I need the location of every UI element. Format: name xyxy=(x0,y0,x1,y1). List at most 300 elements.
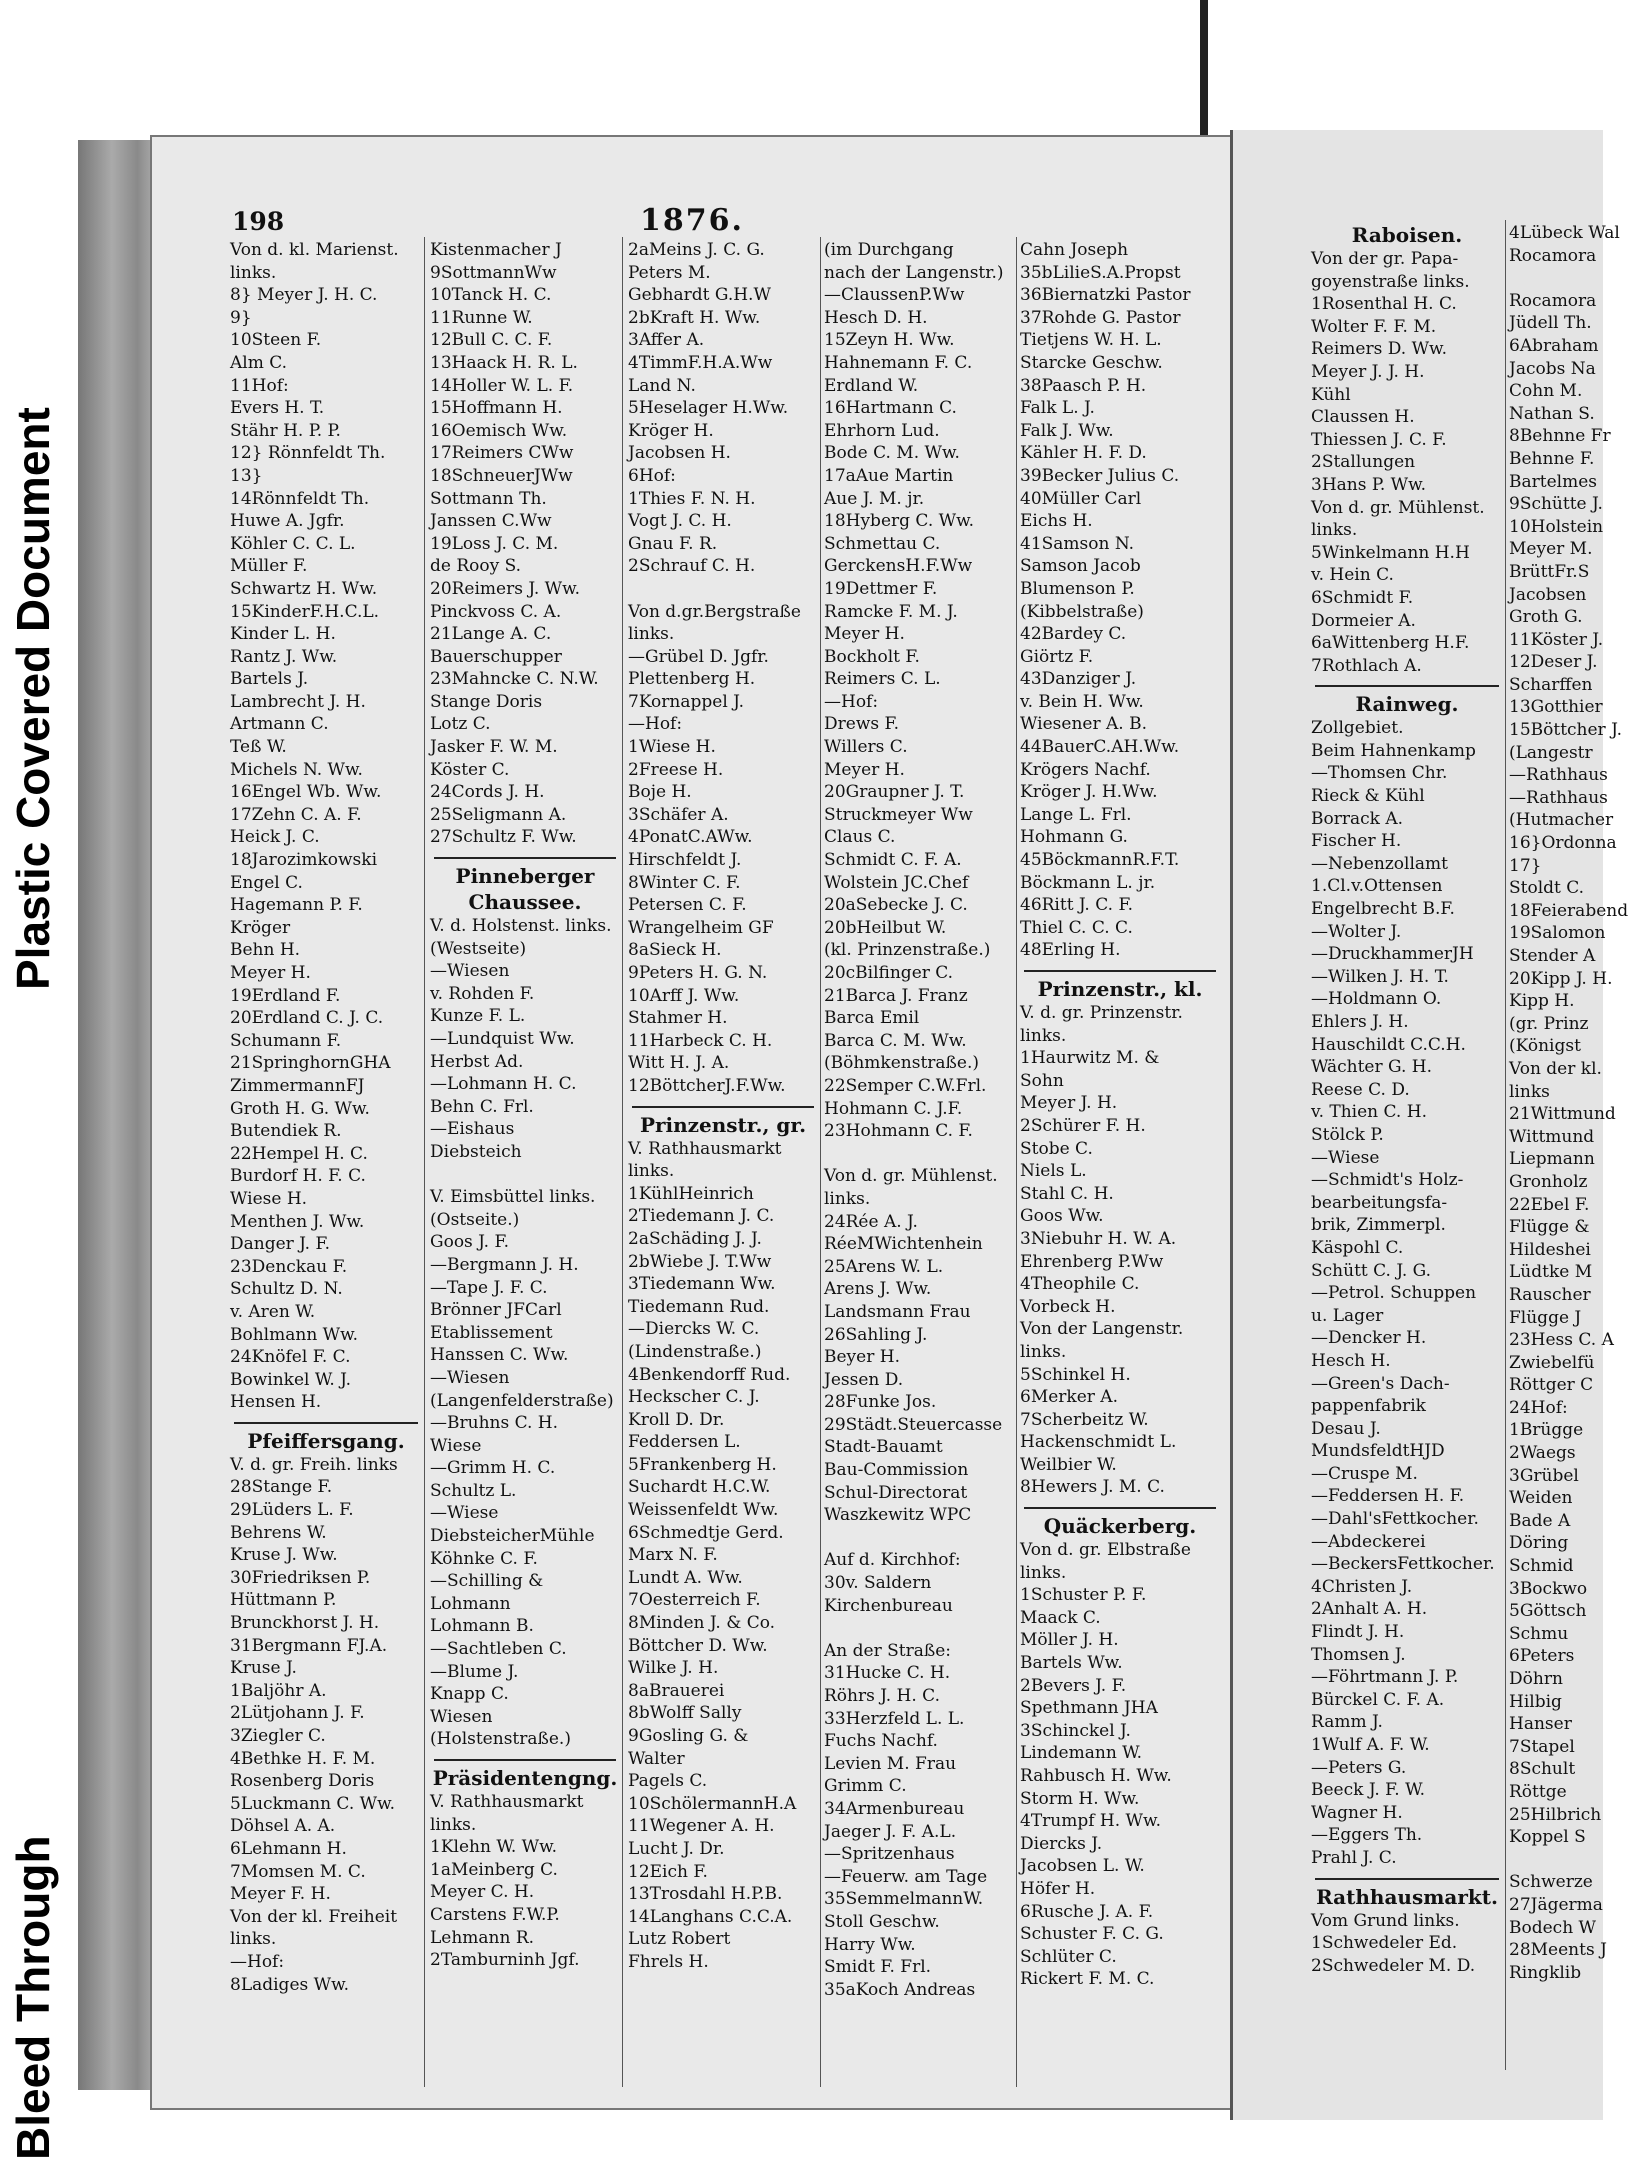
directory-entry: 30v. Saldern xyxy=(824,1573,932,1594)
directory-entry: Stähr H. P. P. xyxy=(230,420,341,441)
directory-entry: Prahl J. C. xyxy=(1311,1847,1397,1868)
directory-entry: 4Christen J. xyxy=(1311,1576,1413,1597)
directory-entry: 8aSieck H. xyxy=(628,940,722,961)
directory-entry: 31Hucke C. H. xyxy=(824,1663,951,1684)
directory-entry: Döring xyxy=(1509,1533,1569,1554)
directory-entry: Von d. gr. Elbstraße xyxy=(1020,1540,1191,1561)
directory-entry: 5Heselager H.Ww. xyxy=(628,398,789,419)
directory-entry: Behnne F. xyxy=(1509,448,1595,469)
directory-entry: 23Hess C. A xyxy=(1509,1330,1614,1351)
directory-entry: Von der kl. xyxy=(1509,1058,1602,1079)
directory-entry: 24Rée A. J. xyxy=(824,1211,918,1232)
directory-entry: (im Durchgang xyxy=(824,240,954,260)
directory-entry: Hanssen C. Ww. xyxy=(430,1345,569,1366)
directory-entry: 11Köster J. xyxy=(1509,629,1604,650)
section-rule xyxy=(1024,1499,1216,1509)
directory-entry: Schultz L. xyxy=(430,1480,517,1501)
directory-entry: —DruckhammerJH xyxy=(1311,944,1474,965)
directory-entry: 28Stange F. xyxy=(230,1477,333,1498)
directory-entry: (Ostseite.) xyxy=(430,1209,520,1230)
directory-entry: Lambrecht J. H. xyxy=(230,691,366,712)
directory-entry: (Lindenstraße.) xyxy=(628,1341,762,1362)
directory-entry: Stoll Geschw. xyxy=(824,1911,940,1932)
directory-entry: 8Winter C. F. xyxy=(628,872,741,893)
directory-entry: Behrens W. xyxy=(230,1522,327,1543)
directory-entry: 7Oesterreich F. xyxy=(628,1590,761,1611)
directory-entry: —Tape J. F. C. xyxy=(430,1277,548,1298)
directory-entry: Hackenschmidt L. xyxy=(1020,1432,1177,1453)
directory-entry: 42Bardey C. xyxy=(1020,624,1127,645)
directory-entry: Desau J. xyxy=(1311,1418,1381,1439)
directory-entry: Liepmann xyxy=(1509,1149,1595,1170)
directory-entry: 35aKoch Andreas xyxy=(824,1979,976,2000)
directory-entry: 13} xyxy=(230,465,263,486)
directory-entry: Brönner JFCarl xyxy=(430,1300,562,1321)
directory-entry: 23Mahncke C. N.W. xyxy=(430,669,599,690)
directory-entry: —Eishaus xyxy=(430,1119,515,1140)
directory-entry: Niels L. xyxy=(1020,1161,1087,1182)
directory-entry: Lundt A. Ww. xyxy=(628,1567,743,1588)
directory-entry: Wilke J. H. xyxy=(628,1658,719,1679)
directory-entry: 19Salomon xyxy=(1509,923,1606,944)
directory-entry: Burdorf H. F. C. xyxy=(230,1166,366,1187)
column-5 xyxy=(1020,239,1220,1991)
directory-entry: Von d. gr. Mühlenst. xyxy=(1311,497,1485,518)
directory-entry: Ehlers J. H. xyxy=(1311,1012,1409,1032)
directory-entry: Müller F. xyxy=(230,556,308,577)
directory-entry: Meyer H. xyxy=(824,624,905,645)
directory-entry: Rahbusch H. Ww. xyxy=(1020,1766,1172,1786)
directory-entry: Kröger J. H.Ww. xyxy=(1020,782,1158,803)
directory-entry: —Blume J. xyxy=(430,1661,519,1682)
directory-entry: 2Waegs xyxy=(1509,1443,1576,1464)
directory-entry: Von der gr. Papa- xyxy=(1311,249,1459,269)
directory-entry: —Bruhns C. H. xyxy=(430,1413,559,1434)
directory-entry: 36Biernatzki Pastor xyxy=(1020,285,1191,306)
directory-page xyxy=(150,135,1240,2110)
directory-entry: 2Freese H. xyxy=(628,759,724,780)
bleed-through-label xyxy=(0,1100,70,2180)
directory-entry: Lange L. Frl. xyxy=(1020,804,1132,825)
directory-entry: 22Ebel F. xyxy=(1509,1194,1590,1215)
directory-entry: 20aSebecke J. C. xyxy=(824,895,968,916)
directory-entry: 8Minden J. & Co. xyxy=(628,1613,776,1634)
directory-entry: Claussen H. xyxy=(1311,407,1415,428)
directory-entry: Stobe C. xyxy=(1020,1138,1093,1159)
directory-entry: pappenfabrik xyxy=(1311,1396,1426,1417)
directory-entry: Möller J. H. xyxy=(1020,1630,1119,1651)
directory-entry: —Lohmann H. C. xyxy=(430,1074,577,1095)
directory-entry: 25Hilbrich xyxy=(1509,1804,1602,1825)
directory-entry: 31Bergmann FJ.A. xyxy=(230,1635,388,1656)
directory-entry: —Holdmann O. xyxy=(1311,989,1442,1010)
directory-entry: 24Hof: xyxy=(1509,1397,1568,1418)
directory-entry: Evers H. T. xyxy=(230,398,325,419)
directory-entry: 1aMeinberg C. xyxy=(430,1859,558,1880)
directory-entry: 2Schwedeler M. D. xyxy=(1311,1955,1476,1976)
directory-entry: Blumenson P. xyxy=(1020,578,1135,599)
directory-entry: Hohmann G. xyxy=(1020,827,1128,848)
directory-entry: 10Steen F. xyxy=(230,330,322,351)
directory-entry: Brunckhorst J. H. xyxy=(230,1613,380,1634)
directory-entry: links. xyxy=(1020,1025,1067,1046)
directory-entry: 1Schwedeler Ed. xyxy=(1311,1933,1458,1954)
directory-entry: 1Wiese H. xyxy=(628,737,716,758)
directory-entry: Wiese H. xyxy=(230,1188,308,1209)
directory-entry: Kunze F. L. xyxy=(430,1006,526,1027)
directory-entry: Von d. gr. Mühlenst. xyxy=(824,1166,998,1187)
directory-entry: 30Friedriksen P. xyxy=(230,1567,371,1588)
directory-entry: Köhnke C. F. xyxy=(430,1548,538,1569)
directory-entry: 6Lehmann H. xyxy=(230,1838,347,1859)
directory-entry: 5Schinkel H. xyxy=(1020,1364,1131,1385)
directory-entry: —Wolter J. xyxy=(1311,921,1402,942)
directory-entry: Land N. xyxy=(628,375,696,396)
directory-entry: Wolter F. F. M. xyxy=(1311,316,1437,337)
directory-entry: 12Deser J. xyxy=(1509,652,1598,673)
directory-entry: 3Affer A. xyxy=(628,330,705,351)
directory-entry: v. Thien C. H. xyxy=(1311,1102,1427,1123)
directory-entry: Tietjens W. H. L. xyxy=(1020,330,1162,351)
directory-entry: Jacobsen xyxy=(1509,584,1587,605)
directory-entry: Huwe A. Jgfr. xyxy=(230,511,345,532)
directory-entry: 12BöttcherJ.F.Ww. xyxy=(628,1075,786,1096)
section-rule xyxy=(632,1098,814,1108)
directory-entry: 16Oemisch Ww. xyxy=(430,420,568,441)
directory-entry: 6Rusche J. A. F. xyxy=(1020,1901,1154,1922)
directory-entry: Lüdtke M xyxy=(1509,1262,1593,1283)
directory-entry: Ringklib xyxy=(1509,1962,1582,1983)
directory-entry: —Rathhaus xyxy=(1509,787,1608,808)
directory-entry: Hildeshei xyxy=(1509,1239,1591,1260)
directory-entry: —Dencker H. xyxy=(1311,1328,1427,1349)
directory-entry: Gronholz xyxy=(1509,1171,1588,1192)
directory-entry: Weilbier W. xyxy=(1020,1454,1117,1475)
directory-entry: BrüttFr.S xyxy=(1509,561,1590,582)
directory-entry: V. d. Holstenst. links. xyxy=(430,916,612,937)
column-7 xyxy=(1509,222,1628,1984)
directory-entry: 1.Cl.v.Ottensen xyxy=(1311,876,1443,897)
directory-entry: Thiessen J. C. F. xyxy=(1311,429,1447,450)
directory-entry: Zwiebelfü xyxy=(1509,1352,1595,1373)
directory-entry: —Wiese xyxy=(1311,1147,1380,1168)
column-divider xyxy=(1505,220,1506,2070)
directory-entry xyxy=(824,1527,1014,1550)
directory-entry: V. Eimsbüttel links. xyxy=(430,1187,596,1208)
directory-entry: Schütt C. J. G. xyxy=(1311,1260,1432,1281)
directory-entry: 7Scherbeitz W. xyxy=(1020,1409,1149,1430)
directory-entry: Jaeger J. F. A.L. xyxy=(824,1821,957,1842)
directory-entry: Von der kl. Freiheit xyxy=(230,1906,398,1927)
directory-entry: (Langestr xyxy=(1509,742,1593,763)
directory-entry: Meyer J. J. H. xyxy=(1311,361,1425,382)
directory-entry: V. d. gr. Prinzenstr. xyxy=(1020,1003,1183,1023)
directory-entry: 17aAue Martin xyxy=(824,465,954,486)
directory-entry: Kähler H. F. D. xyxy=(1020,443,1147,464)
directory-entry: 44BauerC.AH.Ww. xyxy=(1020,737,1180,758)
directory-entry: Fhrels H. xyxy=(628,1951,709,1972)
directory-entry: Stölck P. xyxy=(1311,1124,1384,1145)
directory-entry: 3Schäfer A. xyxy=(628,804,729,825)
directory-entry: 18Jarozimkowski xyxy=(230,850,378,871)
directory-entry: 3Hans P. Ww. xyxy=(1311,474,1427,495)
directory-entry: 17} xyxy=(1509,855,1542,876)
directory-entry: 14Rönnfeldt Th. xyxy=(230,488,370,509)
directory-entry: v. Rohden F. xyxy=(430,983,535,1004)
directory-entry: Boje H. xyxy=(628,782,692,803)
directory-entry: 3Tiedemann Ww. xyxy=(628,1274,776,1295)
directory-entry: Cahn Joseph xyxy=(1020,240,1129,260)
directory-entry: 19Loss J. C. M. xyxy=(430,533,559,554)
directory-entry: Kühl xyxy=(1311,384,1351,405)
directory-entry: 29Lüders L. F. xyxy=(230,1500,354,1521)
directory-entry: links. xyxy=(1020,1341,1067,1362)
directory-entry: Kirchenbureau xyxy=(824,1595,953,1616)
directory-entry: 37Rohde G. Pastor xyxy=(1020,307,1181,328)
directory-entry: 27Schultz F. Ww. xyxy=(430,827,577,848)
directory-entry: Drews F. xyxy=(824,714,900,735)
street-heading: Quäckerberg. xyxy=(1043,1514,1197,1539)
directory-entry: Knapp C. xyxy=(430,1684,509,1705)
directory-entry: Wagner H. xyxy=(1311,1802,1403,1823)
street-heading: Pfeiffersgang. xyxy=(247,1428,405,1453)
directory-entry: links. xyxy=(230,1929,277,1950)
directory-entry: 20cBilfinger C. xyxy=(824,963,954,983)
directory-entry: Teß W. xyxy=(230,737,287,758)
directory-entry: (Böhmkenstraße.) xyxy=(824,1053,980,1074)
directory-entry: —BeckersFettkocher. xyxy=(1311,1554,1495,1575)
directory-entry: Pagels C. xyxy=(628,1771,708,1792)
directory-entry: 10Arff J. Ww. xyxy=(628,985,740,1006)
directory-entry: 10Tanck H. C. xyxy=(430,285,552,306)
directory-entry: Reimers C. L. xyxy=(824,669,941,690)
page-year: 1876. xyxy=(640,203,744,238)
directory-entry: 18Feierabend xyxy=(1509,900,1628,921)
directory-entry: links. xyxy=(430,1814,477,1835)
directory-entry: 2Lütjohann J. F. xyxy=(230,1703,365,1724)
directory-entry: Böttcher D. Ww. xyxy=(628,1635,768,1656)
directory-entry: Willers C. xyxy=(824,737,908,758)
directory-entry: Rocamora xyxy=(1509,290,1597,311)
directory-entry: Bodech W xyxy=(1509,1917,1597,1938)
directory-entry: Käspohl C. xyxy=(1311,1237,1404,1258)
directory-entry: Jacobsen H. xyxy=(628,443,731,464)
directory-entry: V. Rathhausmarkt xyxy=(430,1792,584,1812)
directory-entry: Beyer H. xyxy=(824,1347,900,1368)
directory-entry: DiebsteicherMühle xyxy=(430,1526,595,1547)
directory-entry: Ramm J. xyxy=(1311,1712,1383,1733)
directory-entry: Wittmund xyxy=(1509,1126,1595,1147)
directory-entry: 7Momsen M. C. xyxy=(230,1861,366,1882)
directory-entry: —ClaussenP.Ww xyxy=(824,285,965,306)
directory-entry: Spethmann JHA xyxy=(1020,1698,1158,1719)
directory-entry: Wiesener A. B. xyxy=(1020,714,1147,735)
directory-entry: Wiese xyxy=(430,1435,482,1456)
directory-entry: Von d. kl. Marienst. xyxy=(230,240,399,260)
directory-entry: 16}Ordonna xyxy=(1509,833,1617,854)
directory-entry: Kröger xyxy=(230,917,291,938)
directory-entry xyxy=(628,578,818,601)
directory-entry: Rosenberg Doris xyxy=(230,1771,375,1792)
directory-entry: 12Bull C. C. F. xyxy=(430,330,553,351)
directory-entry: Herbst Ad. xyxy=(430,1051,524,1072)
directory-entry: Schmettau C. xyxy=(824,533,941,554)
directory-entry: Schmu xyxy=(1509,1623,1569,1644)
directory-entry: 1Thies F. N. H. xyxy=(628,488,756,509)
directory-entry: —Hof: xyxy=(824,691,879,712)
directory-entry: Kistenmacher J xyxy=(430,240,562,260)
directory-entry: 2bWiebe J. T.Ww xyxy=(628,1251,772,1272)
directory-entry: —Grübel D. Jgfr. xyxy=(628,646,769,667)
directory-entry: 26Sahling J. xyxy=(824,1324,928,1345)
directory-entry: bearbeitungsfa- xyxy=(1311,1192,1448,1213)
directory-entry: Lucht J. Dr. xyxy=(628,1838,725,1859)
directory-entry: Gnau F. R. xyxy=(628,533,718,554)
section-rule xyxy=(1315,677,1499,687)
directory-entry: Smidt F. Frl. xyxy=(824,1957,932,1978)
directory-entry: Hüttmann P. xyxy=(230,1590,337,1611)
directory-entry: Feddersen L. xyxy=(628,1432,741,1453)
directory-entry xyxy=(824,1617,1014,1640)
directory-entry: links xyxy=(1509,1081,1550,1102)
directory-entry: Köhler C. C. L. xyxy=(230,533,356,554)
directory-entry: (Langenfelderstraße) xyxy=(430,1390,614,1411)
directory-entry xyxy=(1509,1849,1609,1872)
directory-entry: Hirschfeldt J. xyxy=(628,850,742,871)
directory-entry: —Peters G. xyxy=(1311,1757,1407,1778)
facing-page xyxy=(1230,130,1628,2120)
directory-entry: Erdland W. xyxy=(824,375,919,396)
directory-entry: 19Dettmer F. xyxy=(824,578,938,599)
directory-entry: 13Gotthier xyxy=(1509,697,1603,718)
directory-entry: links. xyxy=(1311,520,1358,541)
column-divider xyxy=(424,237,425,2087)
directory-entry: V. Rathhausmarkt xyxy=(628,1138,782,1159)
directory-entry: Jessen D. xyxy=(824,1369,904,1390)
directory-entry: 25Arens W. L. xyxy=(824,1256,944,1277)
directory-entry: Rauscher xyxy=(1509,1284,1591,1305)
directory-entry: Sottmann Th. xyxy=(430,488,547,509)
directory-entry: Samson Jacob xyxy=(1020,556,1141,577)
directory-entry: 35SemmelmannW. xyxy=(824,1889,984,1910)
directory-entry: Stange Doris xyxy=(430,691,543,712)
directory-entry: Stahmer H. xyxy=(628,1008,728,1029)
directory-entry: Walter xyxy=(628,1748,685,1769)
directory-entry: 38Paasch P. H. xyxy=(1020,375,1147,396)
directory-entry: 9Peters H. G. N. xyxy=(628,963,768,983)
directory-entry: 9SottmannWw xyxy=(430,262,557,283)
directory-entry: de Rooy S. xyxy=(430,556,522,577)
page-number: 198 xyxy=(232,207,285,236)
directory-entry: Röttge xyxy=(1509,1781,1567,1802)
directory-entry: Marx N. F. xyxy=(628,1545,718,1566)
directory-entry: 34Armenbureau xyxy=(824,1798,965,1819)
directory-entry: (gr. Prinz xyxy=(1509,1013,1589,1034)
directory-entry: Hilbig xyxy=(1509,1691,1562,1712)
directory-entry xyxy=(1509,267,1609,290)
directory-entry: Goos Ww. xyxy=(1020,1206,1104,1227)
directory-entry: Bartels Ww. xyxy=(1020,1653,1123,1674)
directory-entry: Groth H. G. Ww. xyxy=(230,1098,370,1119)
directory-entry: Bade A xyxy=(1509,1510,1571,1531)
directory-entry: 9} xyxy=(230,307,252,328)
directory-entry: 1KühlHeinrich xyxy=(628,1183,754,1204)
directory-entry: —Schmidt's Holz- xyxy=(1311,1170,1464,1191)
directory-entry: 4PonatC.AWw. xyxy=(628,827,753,848)
directory-entry: Böckmann L. jr. xyxy=(1020,872,1156,893)
directory-entry: Lutz Robert xyxy=(628,1929,731,1950)
directory-entry: Groth G. xyxy=(1509,607,1583,628)
directory-entry: 16Hartmann C. xyxy=(824,398,957,419)
directory-entry: —Sachtleben C. xyxy=(430,1639,567,1660)
directory-entry: Fischer H. xyxy=(1311,831,1402,852)
directory-entry: —Abdeckerei xyxy=(1311,1531,1426,1552)
directory-entry: 20Reimers J. Ww. xyxy=(430,578,581,599)
directory-entry: Schmid xyxy=(1509,1556,1574,1577)
directory-entry: 24Cords J. H. xyxy=(430,782,545,803)
directory-entry: 23Hohmann C. F. xyxy=(824,1121,973,1142)
directory-entry: Barca C. M. Ww. xyxy=(824,1030,967,1051)
directory-entry: links. xyxy=(230,262,277,283)
directory-entry: Döhsel A. A. xyxy=(230,1816,336,1837)
directory-entry: nach der Langenstr.) xyxy=(824,262,1004,283)
directory-entry: —Lundquist Ww. xyxy=(430,1029,575,1049)
directory-entry: —Cruspe M. xyxy=(1311,1463,1418,1484)
directory-entry: An der Straße: xyxy=(824,1640,951,1661)
directory-entry: 5Winkelmann H.H xyxy=(1311,542,1470,563)
directory-entry: —Feddersen H. F. xyxy=(1311,1486,1465,1507)
directory-entry: —Rathhaus xyxy=(1509,765,1608,786)
directory-entry: 21Lange A. C. xyxy=(430,624,552,645)
directory-entry: 2Tamburninh Jgf. xyxy=(430,1950,580,1971)
directory-entry: Jüdell Th. xyxy=(1509,313,1592,334)
directory-entry: Bode C. M. Ww. xyxy=(824,443,960,464)
column-6 xyxy=(1311,222,1503,1977)
directory-entry: Waszkewitz WPC xyxy=(824,1505,972,1526)
directory-entry: 7Rothlach A. xyxy=(1311,655,1422,676)
directory-entry: Storm H. Ww. xyxy=(1020,1788,1140,1809)
section-rule xyxy=(434,1751,616,1761)
directory-entry: Struckmeyer Ww xyxy=(824,804,973,825)
street-heading: Raboisen. xyxy=(1351,223,1463,247)
directory-entry: 1Baljöhr A. xyxy=(230,1680,327,1701)
directory-entry: —Wiesen xyxy=(430,961,510,982)
directory-entry: 20Kipp J. H. xyxy=(1509,968,1613,989)
directory-entry: 11Runne W. xyxy=(430,307,533,328)
directory-entry: 20bHeilbut W. xyxy=(824,917,947,938)
directory-entry: Köster C. xyxy=(430,759,510,780)
directory-entry: —Petrol. Schuppen xyxy=(1311,1283,1477,1304)
directory-entry: Rieck & Kühl xyxy=(1311,786,1425,807)
directory-entry: 18SchneuerJWw xyxy=(430,465,573,486)
directory-entry: —Green's Dach- xyxy=(1311,1373,1450,1394)
directory-entry: Ramcke F. M. J. xyxy=(824,601,958,622)
directory-entry xyxy=(430,1164,620,1187)
directory-entry: 5Luckmann C. Ww. xyxy=(230,1793,396,1814)
column-4 xyxy=(824,239,1014,2001)
directory-entry: 11Harbeck C. H. xyxy=(628,1030,773,1051)
directory-entry: Krögers Nachf. xyxy=(1020,759,1151,780)
directory-entry: Beim Hahnenkamp xyxy=(1311,740,1476,761)
directory-entry: Bohlmann Ww. xyxy=(230,1324,359,1345)
section-rule xyxy=(1315,1870,1499,1880)
directory-entry: 4TimmF.H.A.Ww xyxy=(628,352,773,373)
directory-entry: (Kibbelstraße) xyxy=(1020,601,1144,622)
directory-entry: Schultz D. N. xyxy=(230,1279,343,1300)
directory-entry: Starcke Geschw. xyxy=(1020,352,1163,373)
directory-entry: Carstens F.W.P. xyxy=(430,1904,560,1925)
directory-entry: Bürckel C. F. A. xyxy=(1311,1689,1445,1710)
